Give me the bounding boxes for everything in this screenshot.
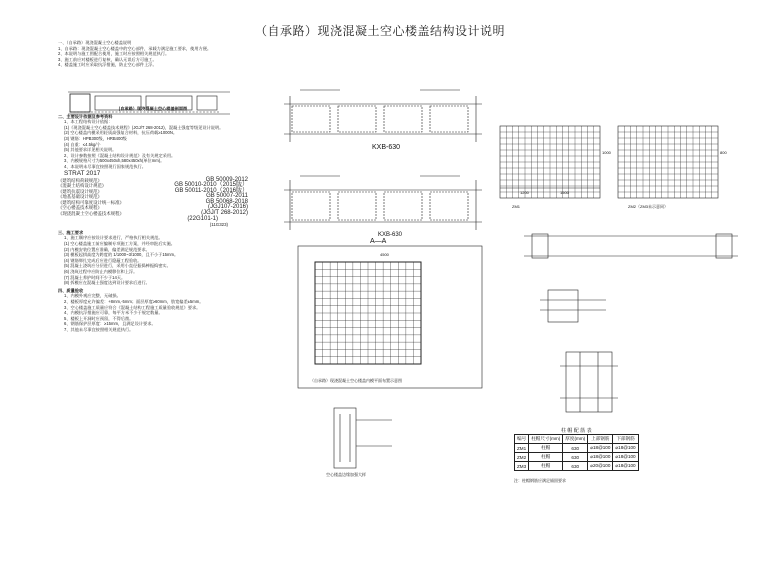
cons-line: (1) 空心楼盖施工前应编制专项施工方案，并经审批后实施。 (64, 241, 175, 247)
edge-detail-caption: 空心楼盖边缘加强大样 (326, 472, 366, 477)
kxb-label-bottom: KXB-630 (378, 232, 403, 238)
standard-name: 《建筑抗震设计规范》 (58, 188, 102, 194)
zm-table (514, 427, 639, 471)
column-detail-1 (540, 290, 606, 322)
dim-800: 800 (720, 150, 727, 155)
zm-table-cell: ZM3 (515, 462, 529, 471)
column-detail-2 (560, 352, 618, 412)
kxb-label-top: KXB-630 (372, 144, 401, 151)
basis-line: 1、本工程结构设计依据： (64, 119, 113, 125)
acc-line: 3、空心楼盖施工质量应符合《混凝土结构工程施工质量验收规范》要求。 (64, 304, 201, 310)
standard-name: 《空心楼盖技术规程》 (58, 205, 102, 211)
zm-table-header: 柱帽尺寸(mm) (529, 435, 563, 444)
basis-line: (1)《现浇混凝土空心楼盖技术规程》(JGJ/T 268-2012)，混凝土强度等级见设计说明。 (64, 124, 224, 130)
basis-line: (4) 自重：≤4.5kg/个 (64, 141, 101, 147)
intro-line: 1、自承路：现浇混凝土空心楼盖中的空心部件，承载力满足施工要求，使用方便。 (58, 45, 212, 51)
zm1-detail (500, 126, 600, 198)
beam-section-1 (524, 234, 738, 258)
edge-detail (334, 408, 392, 468)
page-title: （自承路）现浇混凝土空心楼盖结构设计说明 (254, 24, 505, 38)
zm-table-cell: ⌀18@100 (613, 453, 638, 462)
cons-line: (7) 混凝土养护时间不少于14天。 (64, 274, 126, 280)
standard-name: 《建筑结构可靠度设计统一标准》 (58, 199, 124, 205)
zm-table-header: 编号 (515, 435, 529, 444)
standard-code: GB 50068-2018 (205, 198, 248, 205)
standard-code: (JGJ/T 268-2012) (201, 210, 248, 217)
zm1-label: ZM1 (512, 204, 520, 209)
zm-table-cell: ⌀18@100 (613, 462, 638, 471)
acc-line: 4、内模抗浮措施应可靠，每平方米不少于规定数量。 (64, 310, 163, 316)
basis-line: 3、内模规格尺寸为500x450xh,580x450xh(单位mm)。 (64, 158, 165, 164)
zm-table-cell: 柱帽 (529, 462, 563, 471)
fig1-caption: (自承路）现浇混凝土空心楼盖剖面图 (118, 105, 188, 111)
software-name: STRAT 2017 (64, 169, 101, 177)
standard-name: 《地基基础设计规范》 (58, 194, 102, 200)
section-2-title: 二、主要设计依据及参考资料 (58, 113, 113, 119)
basis-line: 2、设计参数按照《混凝土结构设计规范》及有关规定采用。 (64, 152, 176, 158)
zm-table-cell: ⌀20@100 (588, 462, 613, 471)
basis-line: (3) 钢筋：HPB300级，HRB400级 (64, 135, 127, 141)
atlas-1: (22G101-1) (187, 215, 218, 222)
standard-code: GB 50011-2010（2016版） (174, 187, 248, 194)
section-label: A—A (370, 238, 387, 245)
acc-line: 7、其他未尽事宜按照相关规范执行。 (64, 326, 134, 332)
standard-name: 《建筑结构荷载规范》 (58, 177, 102, 183)
intro-line: 一、（自承路）现浇混凝土空心楼盖说明 (58, 40, 132, 45)
basis-line: 4、本说明未尽事宜按照现行国家规范执行。 (64, 163, 146, 169)
standard-code: (JGJ107-2016) (207, 204, 248, 211)
zm-table-row (515, 453, 639, 462)
zm-table-cell: ⌀18@100 (613, 444, 638, 453)
zm2-label: ZM2（ZM3未示意同） (628, 204, 668, 209)
notes-section-detail (68, 92, 230, 114)
dim-1000: 1000 (602, 150, 611, 155)
zm-table-cell: ZM2 (515, 453, 529, 462)
plan-caption: （自承路）现浇混凝土空心楼盖内模平面布置示意图 (310, 378, 402, 383)
zm-table-header: 下部钢筋 (613, 435, 638, 444)
cons-line: 1、施工顺序应按设计要求进行，严格执行相关规范。 (64, 235, 163, 241)
standard-code: GB 50007-2011 (206, 193, 248, 200)
cons-line: (6) 浇筑过程中应防止内模移位和上浮。 (64, 269, 138, 274)
standard-name: 《现浇混凝土空心楼盖技术规程》 (58, 211, 124, 217)
section-4-title: 四、质量验收 (58, 287, 84, 293)
standard-code: GB 50009-2012 (205, 176, 248, 183)
cons-line: (8) 拆模应在混凝土强度达到设计要求后进行。 (64, 280, 150, 286)
acc-line: 5、楼板上开洞时应预留，不得后凿。 (64, 315, 134, 321)
basis-line: (2) 空心楼盖内模采用轻质高强复合材料，抗压荷载≥1000N。 (64, 130, 178, 136)
standard-code: GB 50010-2010（2015版） (174, 182, 248, 189)
zm-table-header: 厚度(mm) (563, 435, 588, 444)
plan-frame (298, 246, 482, 388)
acc-line: 1、内模外观应完整，无破损。 (64, 293, 121, 299)
zm-table-cell: 630 (563, 453, 588, 462)
dim-4500: 4500 (380, 252, 389, 257)
basis-line: (5) 其他要求详见相关说明。 (64, 147, 117, 153)
zm-table-cell: ⌀18@100 (588, 453, 613, 462)
zm-table-row (515, 462, 639, 471)
atlas-2: (11G323) (209, 222, 228, 228)
zm-table-header: 上部钢筋 (588, 435, 613, 444)
dim-1200: 1200 (520, 190, 529, 195)
acc-line: 2、楼板厚度允许偏差：+8mm,-5mm；面层厚度≥60mm，肋宽偏差±5mm。 (64, 298, 204, 304)
standard-name: 《混凝土结构设计规范》 (58, 183, 107, 189)
zm-table-cell: 630 (563, 462, 588, 471)
cons-line: (4) 钢筋绑扎完成后应进行隐蔽工程验收。 (64, 257, 142, 263)
intro-line: 3、施工前应对楼板进行复核，确认无误后方可施工。 (58, 56, 157, 62)
cons-line: (3) 模板起拱高度为跨度的 1/1000~3/1000，且不小于15mm。 (64, 252, 179, 258)
acc-line: 6、钢筋保护层厚度：≥15mm，且满足设计要求。 (64, 321, 156, 327)
cons-line: (5) 混凝土浇筑应分层进行，采用小直径振捣棒振捣密实。 (64, 263, 171, 269)
kxb-section-bottom (284, 176, 482, 230)
zm-table-cell: ⌀18@100 (588, 444, 613, 453)
zm-table-note: 注：柱帽钢筋应满足锚固要求 (514, 478, 566, 483)
cons-line: (2) 内模安装位置应准确，偏差满足规范要求。 (64, 246, 150, 252)
zm2-detail (618, 126, 718, 198)
dim-1500: 1500 (560, 190, 569, 195)
intro-line: 2、本说明与施工图配合使用，施工时应按照相关规范执行。 (58, 51, 170, 57)
zm-table-cell: 柱帽 (529, 453, 563, 462)
zm-table-row (515, 444, 639, 453)
zm-table-cell: ZM1 (515, 444, 529, 453)
kxb-section-top (284, 90, 482, 142)
zm-table-caption: 柱 帽 配 筋 表 (561, 428, 592, 434)
zm-table-cell: 柱帽 (529, 444, 563, 453)
zm-table-cell: 630 (563, 444, 588, 453)
section-3-title: 三、施工要求 (58, 229, 84, 235)
intro-line: 4、楼盖施工时应采取抗浮措施，防止空心部件上浮。 (58, 62, 157, 68)
